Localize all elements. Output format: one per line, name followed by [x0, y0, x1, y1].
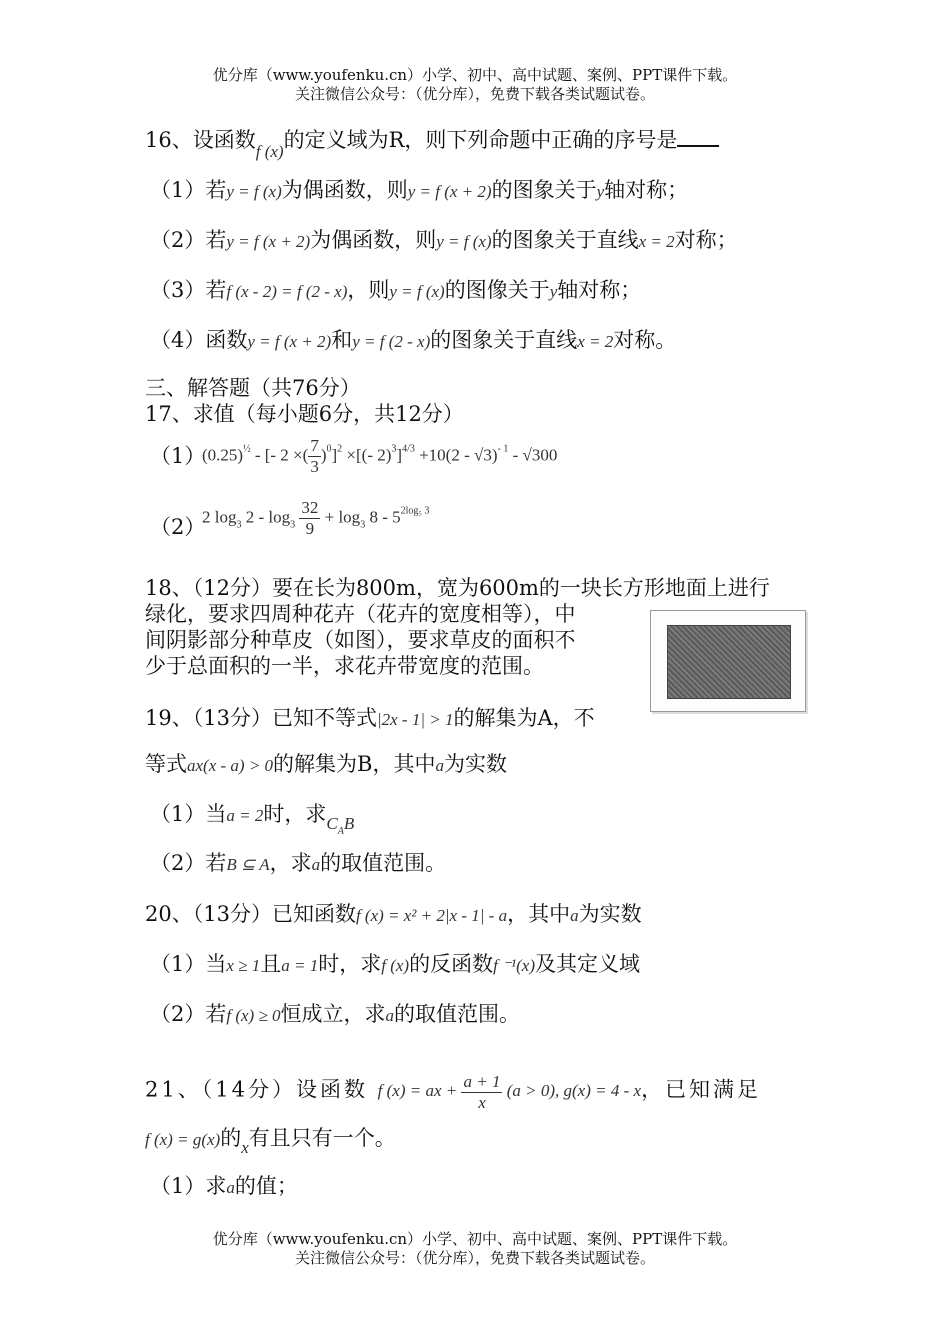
grass-area [667, 625, 791, 699]
question-19-line-1: 19、（13分）已知不等式|2x - 1| > 1的解集为A，不 [145, 706, 595, 730]
section-title: 三、解答题（共76分） [145, 376, 361, 400]
question-21-item-1: （1）求a的值； [150, 1174, 298, 1198]
question-16-item-3: （3）若f (x - 2) = f (2 - x)，则y = f (x)的图像关于y轴对称； [150, 278, 642, 302]
garden-figure [650, 610, 806, 712]
question-18-line-2: 绿化，要求四周种花卉（花卉的宽度相等），中 [145, 602, 576, 626]
question-18-line-4: 少于总面积的一半，求花卉带宽度的范围。 [145, 654, 544, 678]
question-16-stem: 16、设函数$_{f (x)}$的定义域为R，则下列命题中正确的序号是 [145, 124, 719, 162]
footer-line-2: 关注微信公众号：（优分库），免费下载各类试题试卷。 [294, 1249, 655, 1267]
question-21-stem: 21、（14分）设函数 f (x) = ax + $\frac{a + 1}{x}$ (a > 0), g(x) = 4 - x，已知满足 [145, 1072, 762, 1112]
question-18-line-1: 18、（12分）要在长为800m，宽为600m的一块长方形地面上进行 [145, 576, 770, 600]
question-17-part-1-label: （1） [150, 444, 206, 468]
question-19-item-2: （2）若B ⊆ A，求a的取值范围。 [150, 851, 447, 875]
question-17-title: 17、求值（每小题6分，共12分） [145, 402, 464, 426]
question-21-line-2: f (x) = g(x)的$_x$有且只有一个。 [145, 1126, 396, 1157]
question-17-part-2-label: （2） [150, 515, 206, 539]
header-line-1: 优分库（www.youfenku.cn）小学、初中、高中试题、案例、PPT课件下载。 [212, 66, 738, 84]
question-19-line-2: 等式ax(x - a) > 0的解集为B，其中a为实数 [145, 752, 507, 776]
question-19-item-1: （1）当a = 2时，求$_{C_AB}$ [150, 802, 355, 837]
question-20-stem: 20、（13分）已知函数f (x) = x² + 2|x - 1| - a，其中a为实数 [145, 902, 642, 926]
question-16-item-4: （4）函数y = f (x + 2)和y = f (2 - x)的图象关于直线x = 2对称。 [150, 328, 677, 352]
question-18-line-3: 间阴影部分种草皮（如图），要求草皮的面积不 [145, 628, 576, 652]
expression-17-1: $(0.25)^{\frac{1}{2}}$ - [- 2 ×( $\frac{7}{3}$ )$^0$]$^2$ ×[(- 2)$^3$]$^{4/3}$ +10(2 - √3)$^{- 1}$ - √300 [202, 436, 558, 476]
question-20-item-1: （1）当x ≥ 1且a = 1时，求f (x)的反函数f ⁻¹(x)及其定义域 [150, 952, 641, 976]
question-16-item-2: （2）若y = f (x + 2)为偶函数，则y = f (x)的图象关于直线x = 2对称； [150, 228, 738, 252]
footer-line-1: 优分库（www.youfenku.cn）小学、初中、高中试题、案例、PPT课件下载。 [212, 1230, 738, 1248]
question-20-item-2: （2）若f (x) ≥ 0恒成立，求a的取值范围。 [150, 1002, 521, 1026]
question-16-item-1: （1）若y = f (x)为偶函数，则y = f (x + 2)的图象关于y轴对称； [150, 178, 689, 202]
answer-blank [677, 131, 719, 147]
header-line-2: 关注微信公众号：（优分库），免费下载各类试题试卷。 [294, 85, 655, 103]
expression-17-2: 2 $\log_3 2 - \log_3$ $\frac{32}{9}$ + $\log_3 8 - 5^{2log_5 3}$ [202, 498, 430, 538]
